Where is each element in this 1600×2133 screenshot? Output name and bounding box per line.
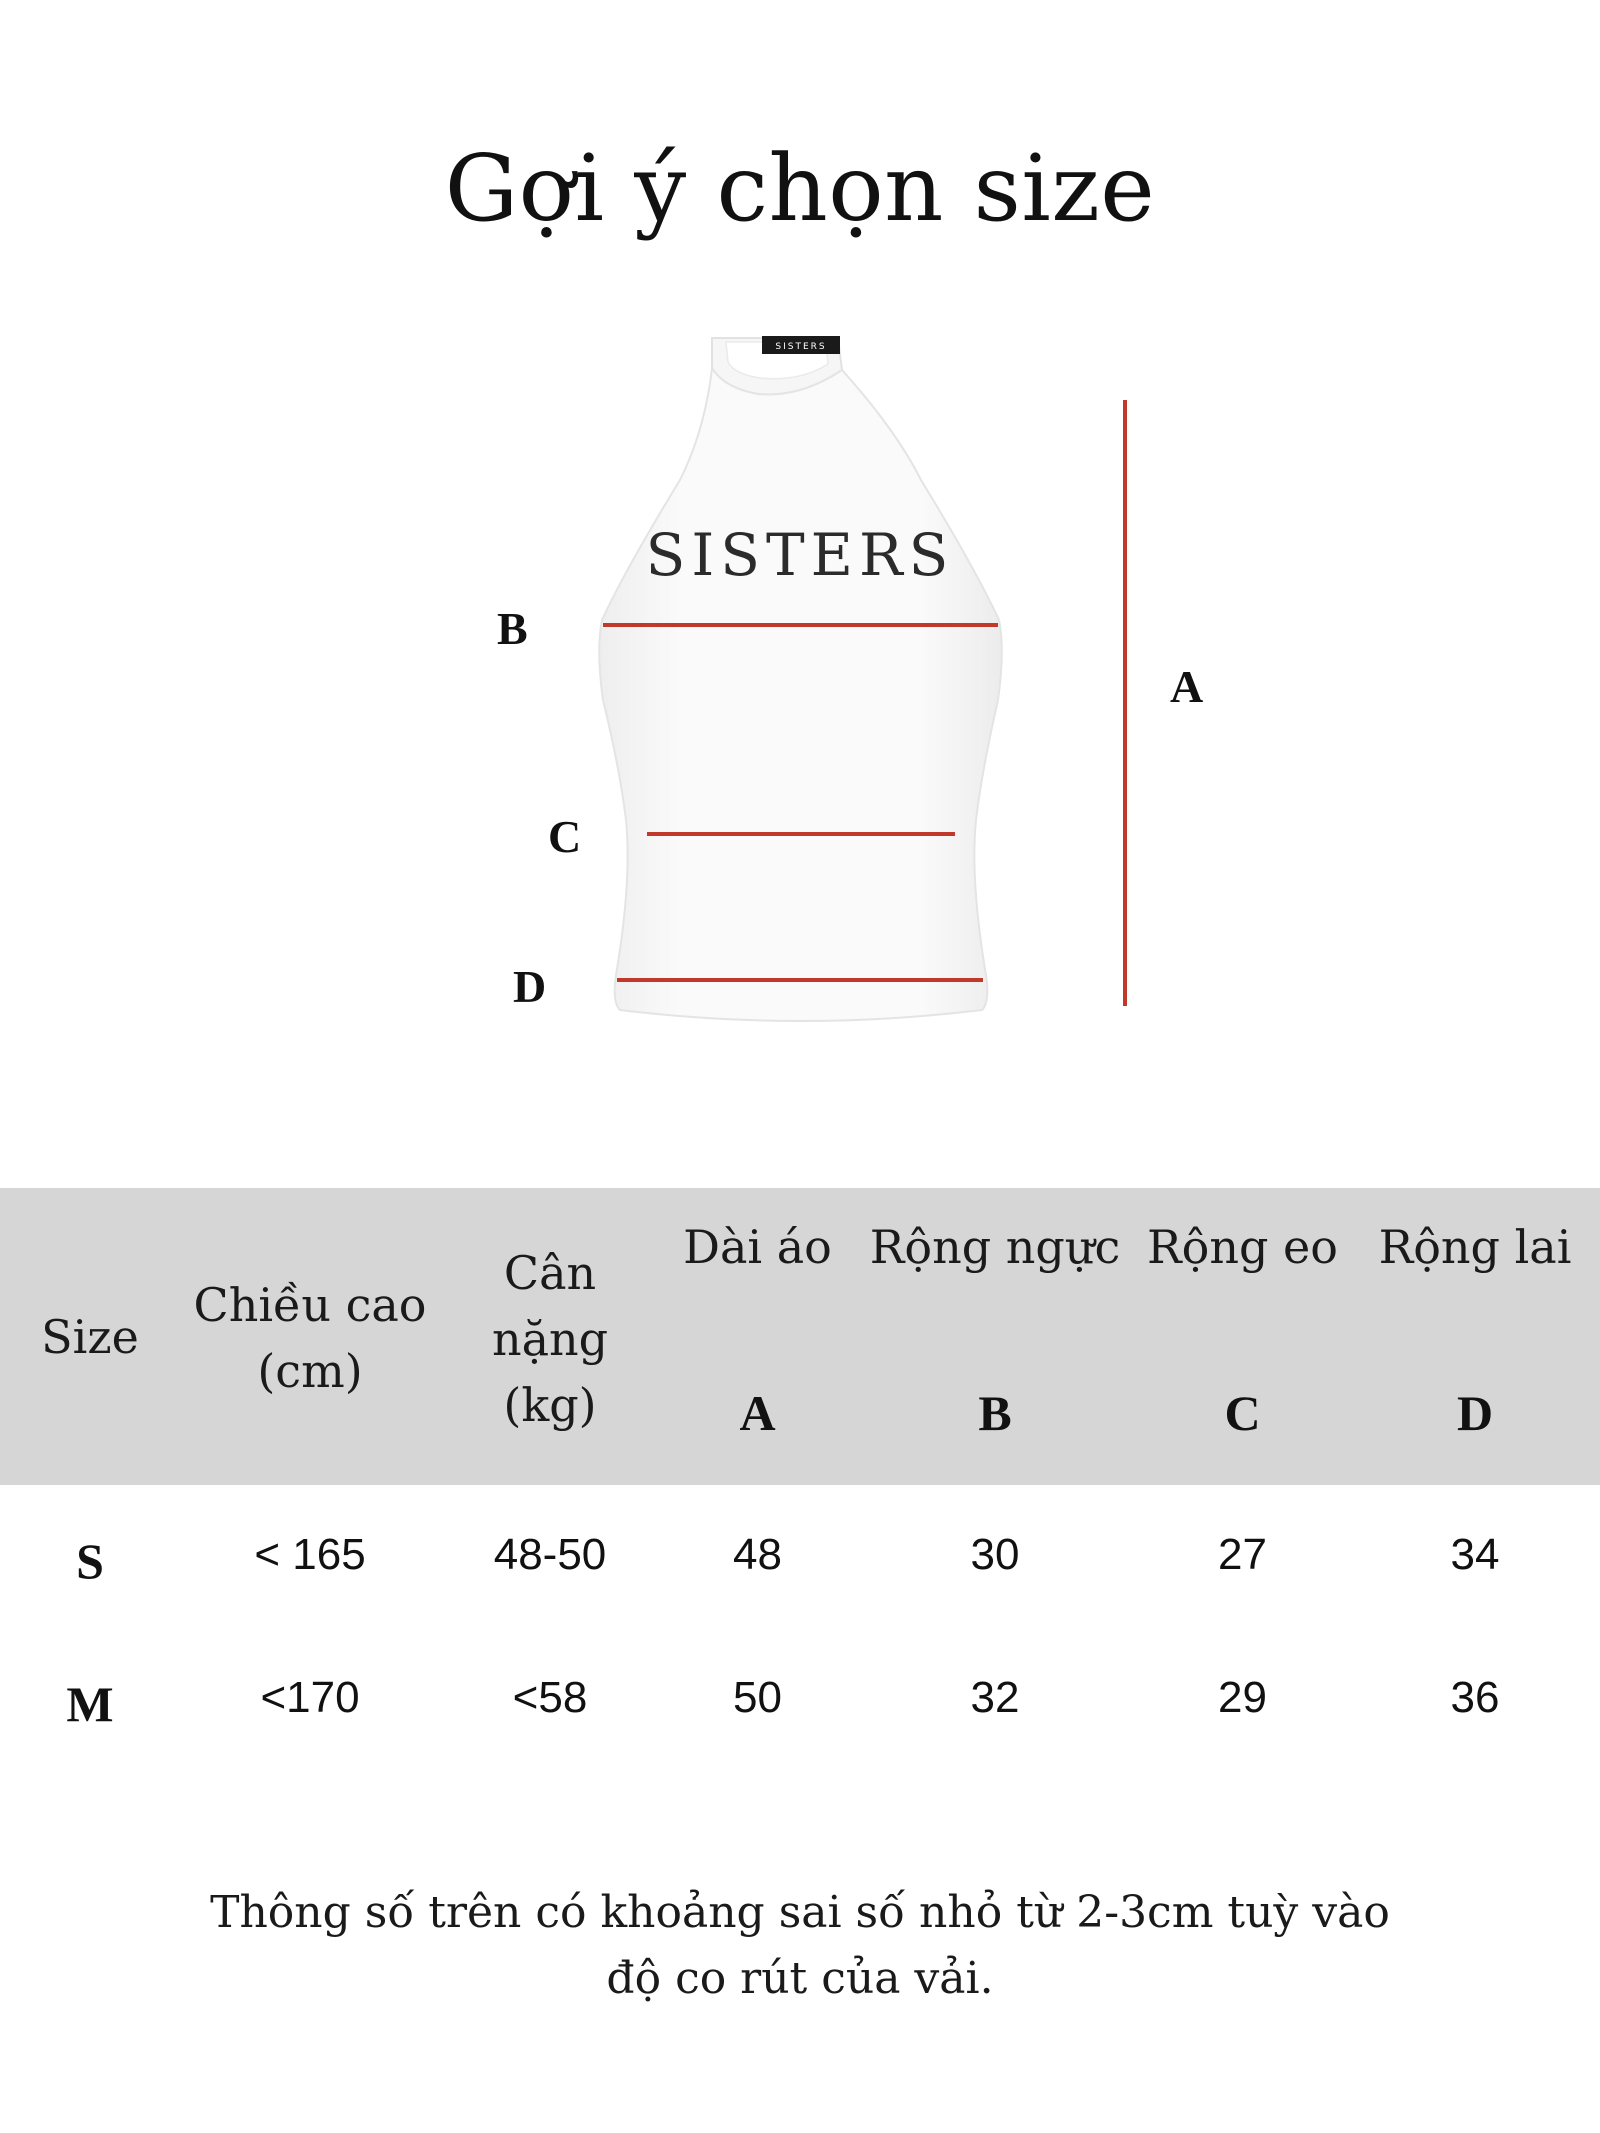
halter-top-illustration	[0, 320, 1600, 1040]
cell-d: 36	[1450, 1673, 1500, 1722]
header-weight-line1: Cân	[503, 1246, 597, 1300]
header-chest: Rộng ngực	[869, 1220, 1121, 1274]
tolerance-note	[100, 1880, 1500, 2012]
cell-d: 34	[1450, 1530, 1500, 1579]
row-size: M	[66, 1676, 114, 1732]
neck-tag-text: SISTERS	[775, 342, 827, 352]
cell-c: 27	[1218, 1530, 1267, 1579]
header-length: Dài áo	[683, 1220, 832, 1274]
header-letter-a: A	[739, 1385, 776, 1441]
cell-b: 30	[970, 1530, 1020, 1579]
label-a: A	[1170, 661, 1204, 712]
header-height-line1: Chiều cao	[193, 1278, 427, 1332]
header-weight	[440, 1240, 660, 1438]
cell-height: < 165	[254, 1530, 366, 1579]
cell-weight: 48-50	[493, 1530, 607, 1579]
label-b: B	[497, 603, 528, 654]
header-waist: Rộng eo	[1147, 1220, 1338, 1274]
label-c: C	[548, 811, 582, 862]
header-letter-b: B	[978, 1385, 1012, 1441]
cell-weight: <58	[512, 1673, 588, 1722]
garment-print-text: SISTERS	[645, 521, 955, 589]
header-weight-line3: (kg)	[503, 1378, 597, 1432]
header-height	[180, 1272, 440, 1404]
header-letter-d: D	[1456, 1385, 1494, 1441]
header-hem: Rộng lai	[1378, 1220, 1572, 1274]
cell-a: 48	[733, 1530, 782, 1579]
header-letter-c: C	[1224, 1385, 1261, 1441]
cell-a: 50	[733, 1673, 782, 1722]
cell-b: 32	[970, 1673, 1020, 1722]
size-table-header	[0, 1188, 1600, 1485]
tolerance-note-line1: Thông số trên có khoảng sai số nhỏ từ 2-3cm tuỳ vào	[210, 1887, 1390, 1938]
tolerance-note-line2: độ co rút của vải.	[606, 1953, 994, 2004]
garment-body	[599, 368, 1002, 1021]
header-size: Size	[41, 1310, 139, 1364]
page-title: Gợi ý chọn size	[444, 135, 1156, 242]
header-weight-line2: nặng	[491, 1312, 609, 1366]
garment-diagram	[0, 320, 1600, 1040]
cell-height: <170	[260, 1673, 360, 1722]
cell-c: 29	[1218, 1673, 1267, 1722]
header-height-line2: (cm)	[257, 1344, 363, 1398]
row-size: S	[76, 1533, 104, 1589]
label-d: D	[513, 961, 547, 1012]
